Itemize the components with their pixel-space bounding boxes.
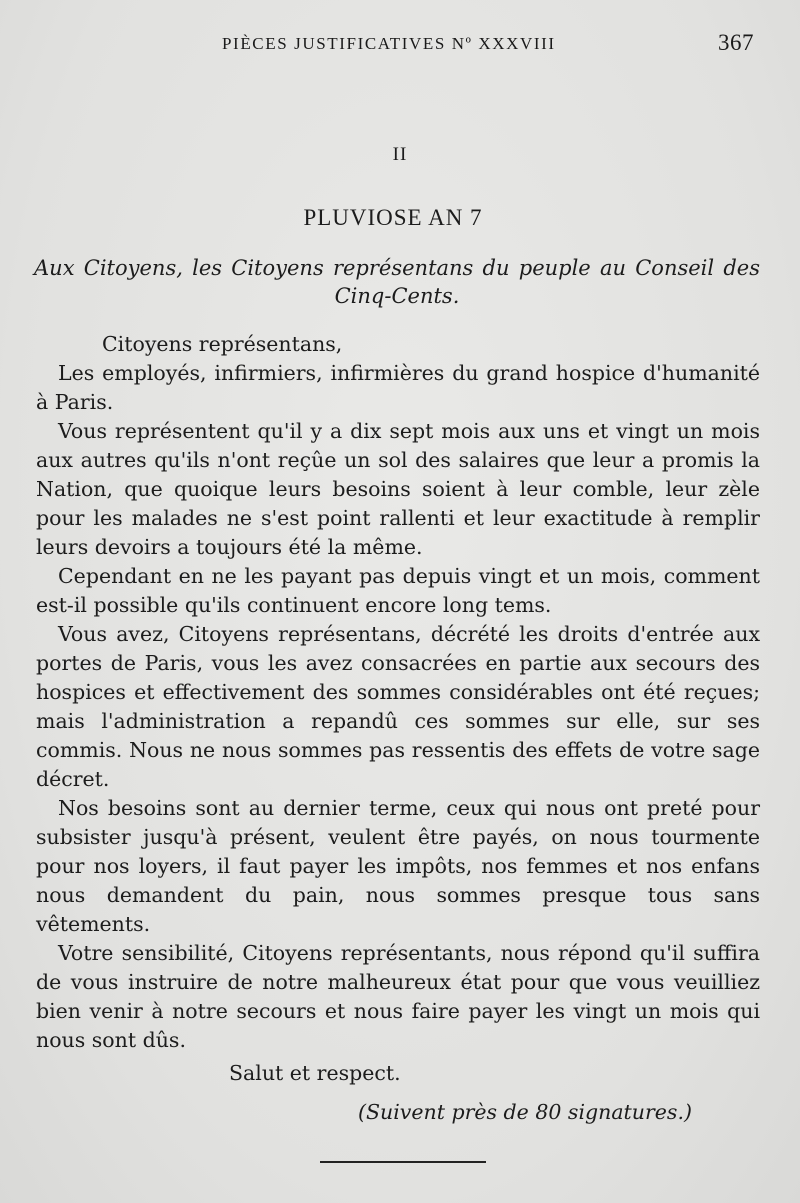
paragraph-2: Vous représentent qu'il y a dix sept mois aux uns et vingt un mois aux autres qu'ils n'ont reçûe un sol des salaires que leur a promis la Nation, que quoique leurs besoins soient à leur comble, leur zèle pour les malades ne s'est point rallenti et leur exactitude à remplir leurs devoirs a toujours été la même. <box>36 419 760 559</box>
section-title: PLUVIOSE AN 7 <box>303 205 483 230</box>
signature-note: (Suivent près de 80 signatures.) <box>358 1100 692 1124</box>
paragraph-4: Vous avez, Citoyens représentans, décrété les droits d'entrée aux portes de Paris, vous les avez consacrées en partie aux secours des hospices et effectivement des sommes considérables ont été reçues; mais l'administration a repandû ces sommes sur elle, sur ses commis. Nous ne nous sommes pas ressentis des effets de votre sage décret. <box>36 622 760 791</box>
address-line: Aux Citoyens, les Citoyens représentans du peuple au Conseil des Cinq-Cents. <box>34 256 760 308</box>
paragraph-5: Nos besoins sont au dernier terme, ceux qui nous ont preté pour subsister jusqu'à présent, veulent être payés, on nous tourmente pour nos loyers, il faut payer les impôts, nos femmes et nos enfans nous demandent du pain, nous sommes presque tous sans vêtements. <box>36 796 760 936</box>
section-number: II <box>392 144 408 165</box>
letter-body <box>36 330 760 1127</box>
running-head: PIÈCES JUSTIFICATIVES Nº XXXVIII <box>222 34 556 53</box>
page-number: 367 <box>718 30 754 55</box>
salutation: Citoyens représentans, <box>102 332 343 356</box>
paragraph-1: Les employés, infirmiers, infirmières du grand hospice d'humanité à Paris. <box>36 361 760 414</box>
paragraph-6: Votre sensibilité, Citoyens représentants, nous répond qu'il suffira de vous instruire de notre malheureux état pour que vous veuilliez bien venir à notre secours et nous faire payer les vingt un mois qui nous sont dûs. <box>36 941 760 1052</box>
closing-line: Salut et respect. <box>229 1061 401 1085</box>
end-rule <box>320 1161 486 1163</box>
paragraph-3: Cependant en ne les payant pas depuis vingt et un mois, comment est-il possible qu'ils continuent encore long tems. <box>36 564 760 617</box>
